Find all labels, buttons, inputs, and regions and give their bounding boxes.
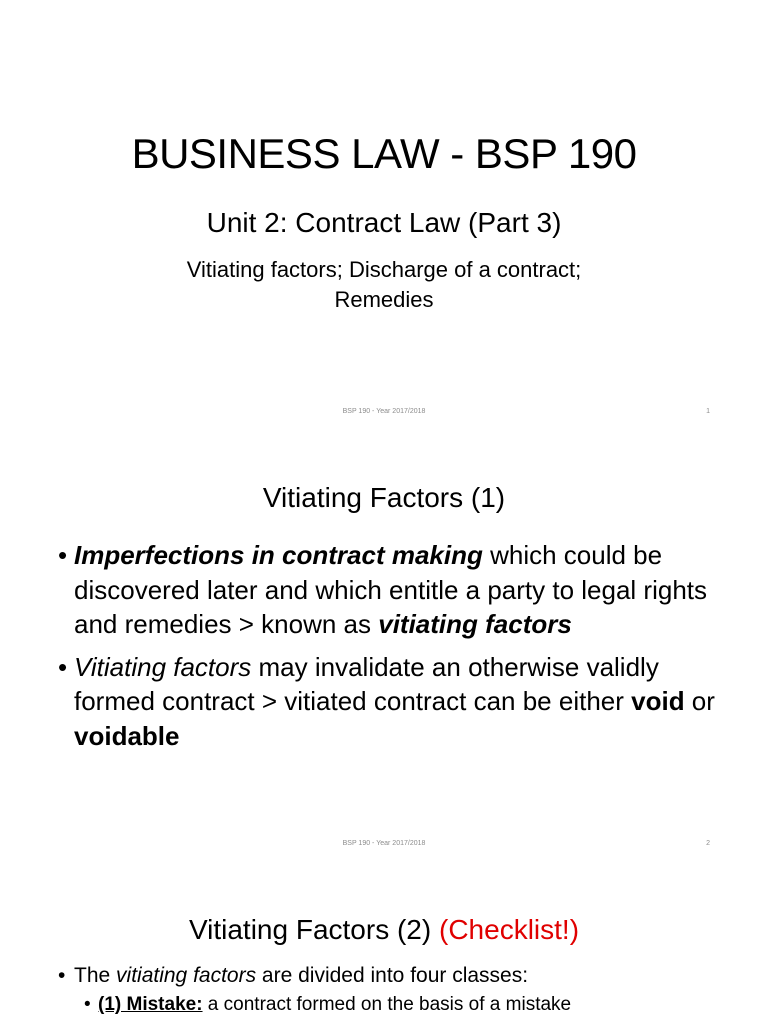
title-main: Vitiating Factors (2) [188,914,439,945]
slide-3 [0,864,768,1024]
slide-2 [0,432,768,864]
subsubtitle-line-2: Remedies [334,287,434,312]
sub-bullet-label: (1) Mistake: [98,994,203,1015]
bullet-dot: • [58,964,66,987]
slide-1 [0,0,768,432]
emphasis-text: vitiating factors [116,964,257,987]
bullet-text: may invalidate an otherwise validly formed contract > vitiated contract can be either [74,651,659,716]
bold-text: voidable [74,720,180,751]
slide-subtitle: Unit 2: Contract Law (Part 3) [206,207,562,238]
bullet-item [58,650,718,754]
bullet-dot: • [58,651,68,682]
slide-footer: BSP 190 - Year 2017/2018 [342,840,426,847]
slide-number: 1 [706,408,710,415]
bullet-text: which could be discovered later and which entitle a party to legal rights and remedies > known as [74,540,708,639]
bullet-dot: • [84,994,91,1015]
bullet-item [58,962,738,990]
slide-body [58,962,738,1018]
sub-bullet-item [58,992,738,1018]
bullet-text: or [684,686,715,716]
sub-bullet-text: a contract formed on the basis of a mistake [202,994,572,1015]
title-highlight: (Checklist!) [439,914,580,945]
bullet-dot: • [58,540,68,570]
slide-title: Vitiating Factors (1) [262,482,506,513]
emphasis-text: vitiating factors [378,609,572,639]
bold-text: void [631,686,685,716]
bullet-text: are divided into four classes: [256,964,529,987]
emphasis-text: Vitiating factors [74,651,252,682]
bullet-item [58,538,718,642]
slide-body [58,538,718,761]
slide-number: 2 [706,840,710,847]
slide-title: BUSINESS LAW - BSP 190 [131,130,637,177]
bullet-text: The [74,964,117,987]
subsubtitle-line-1: Vitiating factors; Discharge of a contract; [186,257,582,282]
emphasis-text: Imperfections in contract making [74,540,483,570]
slide-title [0,914,768,946]
slide-footer: BSP 190 - Year 2017/2018 [342,408,426,415]
slide-subsubtitle [0,255,768,315]
